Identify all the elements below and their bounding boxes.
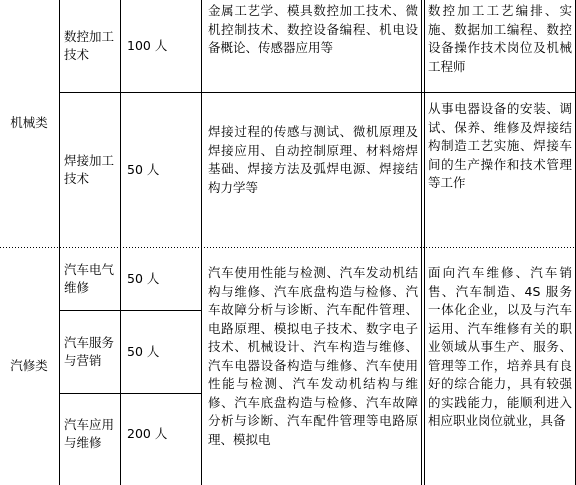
- major-welding: 焊接加工技术: [64, 152, 115, 186]
- jobs-welding: 从事电器设备的安装、调试、保养、维修及焊接结构制造工艺实施、焊接车间的生产操作和技术管理等工作: [428, 101, 572, 190]
- courses-cnc: 金属工艺学、模具数控加工技术、微机控制技术、数控设备编程、机电设备概论、传感器应用等: [208, 3, 418, 55]
- major-auto-electric: 汽车电气维修: [64, 261, 115, 295]
- major-auto-application: 汽车应用与维修: [64, 416, 115, 450]
- category-mech: 机械类: [10, 115, 48, 131]
- jobs-cnc: 数控加工工艺编排、实施、数据加工编程、数控设备操作技术岗位及机械工程师: [428, 3, 572, 74]
- count-auto-electric: 50 人: [127, 270, 160, 286]
- jobs-auto: 面向汽车维修、汽车销售、汽车制造、4S 服务一体化企业，以及与汽车运用、汽车维修有关的职业领域从事生产、服务、管理等工作，培养具有良好的综合能力，具有较强的实践能力，能顺利进入相应职业岗位就业，具备: [428, 265, 572, 428]
- major-cnc: 数控加工技术: [64, 28, 115, 62]
- count-cnc: 100 人: [127, 37, 168, 53]
- major-auto-service: 汽车服务与营销: [64, 334, 115, 368]
- courses-auto: 汽车使用性能与检测、汽车发动机结构与维修、汽车底盘构造与检修、汽车故障分析与诊断、汽车配件管理、电路原理、模拟电子技术、数字电子技术、机械设计、汽车构造与维修、汽车电器设备构造与维修、汽车使用性能与检测、汽车发动机结构与维修、汽车底盘构造与检修、汽车故障分析与诊断、汽车配件管理等电路原理、模拟电: [208, 265, 418, 447]
- count-auto-application: 200 人: [127, 425, 168, 441]
- count-auto-service: 50 人: [127, 343, 160, 359]
- courses-welding: 焊接过程的传感与测试、微机原理及焊接应用、自动控制原理、材料熔焊基础、焊接方法及弧焊电源、焊接结构力学等: [208, 124, 418, 195]
- category-auto: 汽修类: [10, 358, 48, 374]
- count-welding: 50 人: [127, 161, 160, 177]
